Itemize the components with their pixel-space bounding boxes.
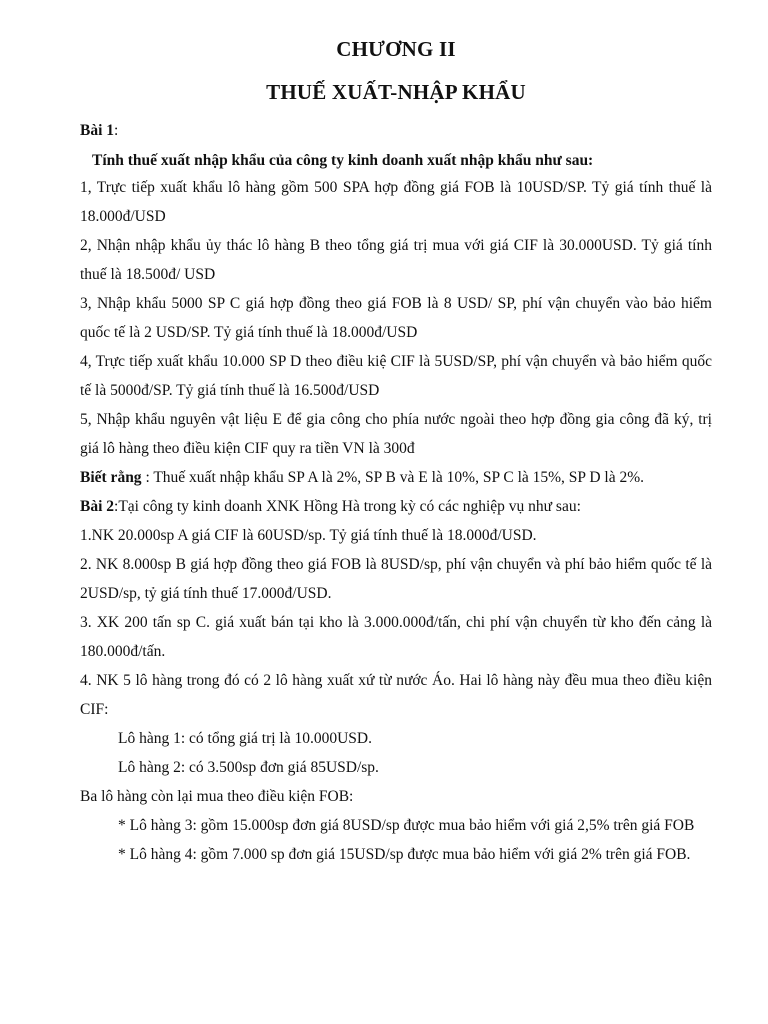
bai2-lo-hang-1: Lô hàng 1: có tổng giá trị là 10.000USD.	[118, 730, 372, 747]
bai1-intro: Tính thuế xuất nhập khẩu của công ty kinh doanh xuất nhập khẩu như sau:	[92, 152, 594, 169]
bai2-ba-lo-hang: Ba lô hàng còn lại mua theo điều kiện FOB:	[80, 788, 354, 805]
bai2-heading	[80, 492, 712, 521]
bai1-heading	[80, 121, 712, 141]
bai2-item-2: 2. NK 8.000sp B giá hợp đồng theo giá FOB là 8USD/sp, phí vận chuyển và phí bảo hiểm quốc tế là 2USD/sp, tỷ giá tính thuế 17.000đ/USD.	[80, 556, 712, 602]
bai2-lo-hang-2: Lô hàng 2: có 3.500sp đơn giá 85USD/sp.	[118, 759, 379, 776]
bai2-item-3: 3. XK 200 tấn sp C. giá xuất bán tại kho là 3.000.000đ/tấn, chi phí vận chuyển từ kho đến cảng là 180.000đ/tấn.	[80, 614, 712, 660]
bai1-item-4: 4, Trực tiếp xuất khẩu 10.000 SP D theo điều kiệ CIF là 5USD/SP, phí vận chuyển và bảo hiểm quốc tế là 5000đ/SP. Tỷ giá tính thuế là 16.500đ/USD	[80, 353, 712, 399]
bai1-item-3: 3, Nhập khẩu 5000 SP C giá hợp đồng theo giá FOB là 8 USD/ SP, phí vận chuyển vào bảo hiểm quốc tế là 2 USD/SP. Tỷ giá tính thuế là 18.000đ/USD	[80, 295, 712, 341]
bai1-item-2: 2, Nhận nhập khẩu ủy thác lô hàng B theo tổng giá trị mua với giá CIF là 30.000USD. Tỷ giá tính thuế là 18.500đ/ USD	[80, 237, 712, 283]
bai1-item-5: 5, Nhập khẩu nguyên vật liệu E để gia công cho phía nước ngoài theo hợp đồng gia công đã ký, trị giá lô hàng theo điều kiện CIF quy ra tiền VN là 300đ	[80, 411, 712, 457]
bai1-note-label: Biết rằng	[80, 469, 142, 486]
bai2-lo-hang-3: * Lô hàng 3: gồm 15.000sp đơn giá 8USD/sp được mua bảo hiểm với giá 2,5% trên giá FOB	[118, 817, 695, 834]
bai1-item-1: 1, Trực tiếp xuất khẩu lô hàng gồm 500 SPA hợp đồng giá FOB là 10USD/SP. Tỷ giá tính thuế là 18.000đ/USD	[80, 179, 712, 225]
bai1-label: Bài 1	[80, 122, 115, 139]
chapter-title: THUẾ XUẤT-NHẬP KHẨU	[266, 80, 526, 104]
bai1-note-text: : Thuế xuất nhập khẩu SP A là 2%, SP B và E là 10%, SP C là 15%, SP D là 2%.	[141, 469, 645, 486]
bai2-item-1: 1.NK 20.000sp A giá CIF là 60USD/sp. Tỷ giá tính thuế là 18.000đ/USD.	[80, 527, 537, 544]
chapter-heading: CHƯƠNG II	[336, 37, 456, 61]
bai1-note	[80, 463, 712, 492]
bai1-colon: :	[114, 122, 119, 139]
bai2-item-4: 4. NK 5 lô hàng trong đó có 2 lô hàng xuất xứ từ nước Áo. Hai lô hàng này đều mua theo điều kiện CIF:	[80, 672, 712, 718]
bai2-lo-hang-4: * Lô hàng 4: gồm 7.000 sp đơn giá 15USD/sp được mua bảo hiểm với giá 2% trên giá FOB.	[118, 846, 691, 863]
bai2-intro: :Tại công ty kinh doanh XNK Hồng Hà trong kỳ có các nghiệp vụ như sau:	[114, 498, 581, 515]
bai2-label: Bài 2	[80, 498, 115, 515]
